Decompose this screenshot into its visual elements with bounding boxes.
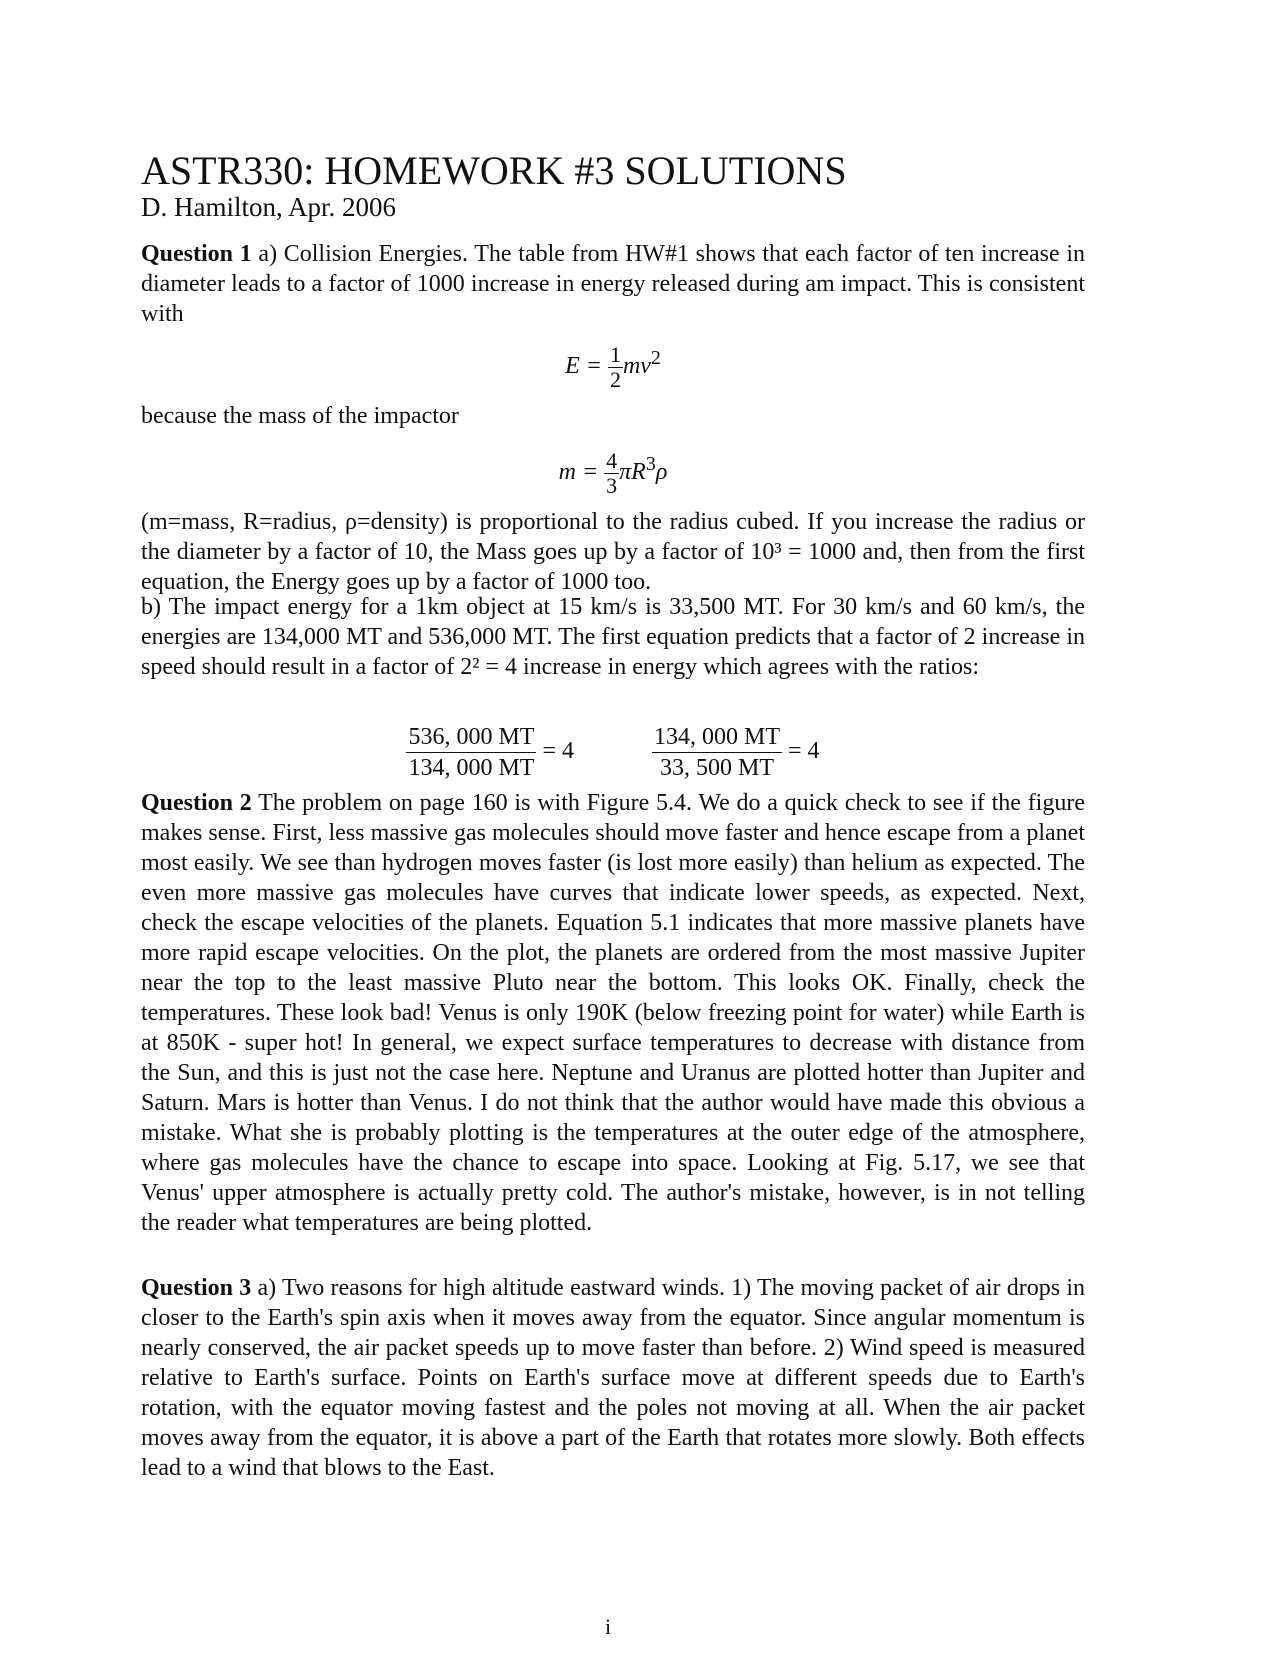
energy-equation-fraction	[608, 343, 623, 392]
ratio-1-result: = 4	[542, 738, 574, 765]
question-1-part-a-body: (m=mass, R=radius, ρ=density) is proportional to the radius cubed. If you increase the radius or the diameter by a factor of 10, the Mass goes up by a factor of 10³ = 1000 and, then from the first equation, the Energy goes up by a factor of 1000 too.	[141, 509, 1085, 595]
question-1-part-b-body: b) The impact energy for a 1km object at 15 km/s is 33,500 MT. For 30 km/s and 60 km/s, the energies are 134,000 MT and 536,000 MT. The first equation predicts that a factor of 2 increase in speed should result in a factor of 2² = 4 increase in energy which agrees with the ratios:	[141, 594, 1085, 680]
mass-equation	[141, 449, 1085, 498]
mass-equation-fraction	[604, 449, 619, 498]
ratio-2-numerator: 134, 000 MT	[652, 722, 782, 753]
ratio-1-fraction	[406, 722, 536, 783]
question-1-intro	[141, 239, 1085, 329]
question-2-label: Question 2	[141, 790, 252, 816]
energy-equation-exponent: 2	[650, 347, 661, 370]
mass-equation-numerator: 4	[606, 448, 618, 473]
page-title: ASTR330: HOMEWORK #3 SOLUTIONS	[141, 148, 847, 193]
question-1-label: Question 1	[141, 241, 252, 267]
page-number: i	[605, 1614, 612, 1639]
ratio-1-numerator: 536, 000 MT	[406, 722, 536, 753]
mass-equation-tail: ρ	[655, 459, 668, 486]
energy-equation-denominator: 2	[609, 367, 621, 392]
energy-equation-rhs: mv	[622, 353, 651, 380]
question-1-mid: because the mass of the impactor	[141, 403, 459, 429]
question-2-text: The problem on page 160 is with Figure 5.4. We do a quick check to see if the figure makes sense. First, less massive gas molecules should move faster and hence escape from a planet most easily. We see than hydrogen moves faster (is lost more easily) than helium as expected. The even more massive gas molecules have curves that indicate lower speeds, as expected. Next, check the escape velocities of the planets. Equation 5.1 indicates that more massive planets have more rapid escape velocities. On the plot, the planets are ordered from the most massive Jupiter near the top to the least massive Pluto near the bottom. This looks OK. Finally, check the temperatures. These look bad! Venus is only 190K (below freezing point for water) while Earth is at 850K - super hot! In general, we expect surface temperatures to decrease with distance from the Sun, and this is just not the case here. Neptune and Uranus are plotted hotter than Jupiter and Saturn. Mars is hotter than Venus. I do not think that the author would have made this obvious a mistake. What she is probably plotting is the temperatures at the outer edge of the atmosphere, where gas molecules have the chance to escape into space. Looking at Fig. 5.17, we see that Venus' upper atmosphere is actually pretty cold. The author's mistake, however, is in not telling the reader what temperatures are being plotted.	[141, 790, 1085, 1236]
mass-equation-denominator: 3	[606, 473, 618, 498]
question-2-body	[141, 788, 1085, 1238]
question-3-label: Question 3	[141, 1275, 252, 1301]
ratio-2-fraction	[652, 722, 782, 783]
mass-equation-rhs: πR	[619, 459, 646, 486]
ratio-2-denominator: 33, 500 MT	[660, 755, 774, 781]
energy-equation	[141, 343, 1085, 392]
question-3-text: a) Two reasons for high altitude eastward winds. 1) The moving packet of air drops in closer to the Earth's spin axis when it moves away from the equator. Since angular momentum is nearly conserved, the air packet speeds up to move faster than before. 2) Wind speed is measured relative to Earth's surface. Points on Earth's surface move at different speeds due to Earth's rotation, with the equator moving fastest and the poles not moving at all. When the air packet moves away from the equator, it is above a part of the Earth that rotates more slowly. Both effects lead to a wind that blows to the East.	[141, 1275, 1086, 1481]
ratio-1-denominator: 134, 000 MT	[408, 755, 535, 781]
energy-equation-lhs: E =	[565, 353, 602, 380]
question-1-intro-text: a) Collision Energies. The table from HW#1 shows that each factor of ten increase in diameter leads to a factor of 1000 increase in energy released during am impact. This is consistent with	[141, 241, 1086, 327]
mass-equation-exponent: 3	[645, 453, 656, 476]
ratio-2-result: = 4	[788, 738, 820, 765]
energy-equation-numerator: 1	[609, 342, 621, 367]
author-date: D. Hamilton, Apr. 2006	[141, 192, 396, 222]
mass-equation-lhs: m =	[558, 459, 599, 486]
ratio-equations	[141, 722, 1085, 783]
question-3-body	[141, 1273, 1085, 1483]
